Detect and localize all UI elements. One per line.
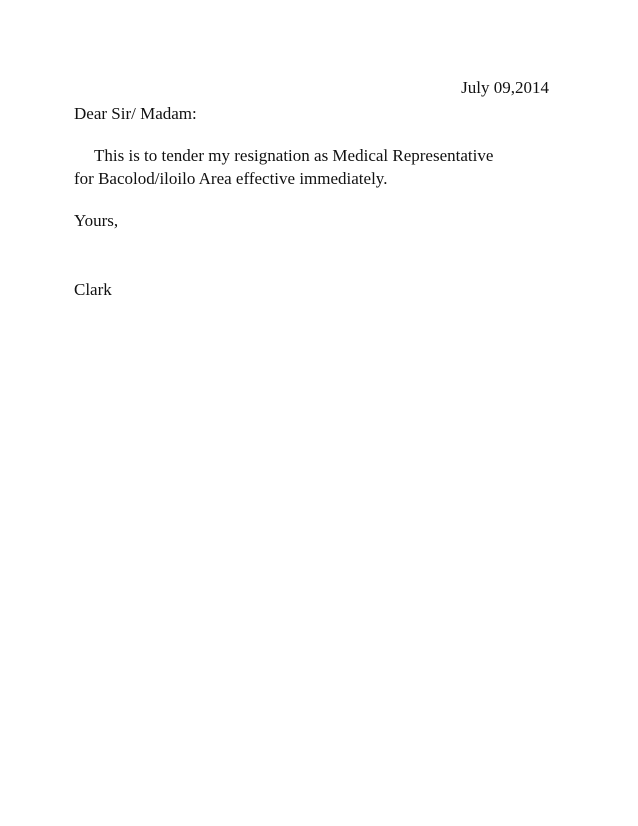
letter-body-line: for Bacolod/iloilo Area effective immediately. bbox=[74, 169, 388, 188]
letter-signature: Clark bbox=[74, 280, 112, 299]
letter-date: July 09,2014 bbox=[461, 78, 549, 97]
letter-closing: Yours, bbox=[74, 211, 119, 230]
letter-salutation: Dear Sir/ Madam: bbox=[74, 104, 197, 123]
letter-body-line: This is to tender my resignation as Medical Representative bbox=[94, 146, 494, 165]
